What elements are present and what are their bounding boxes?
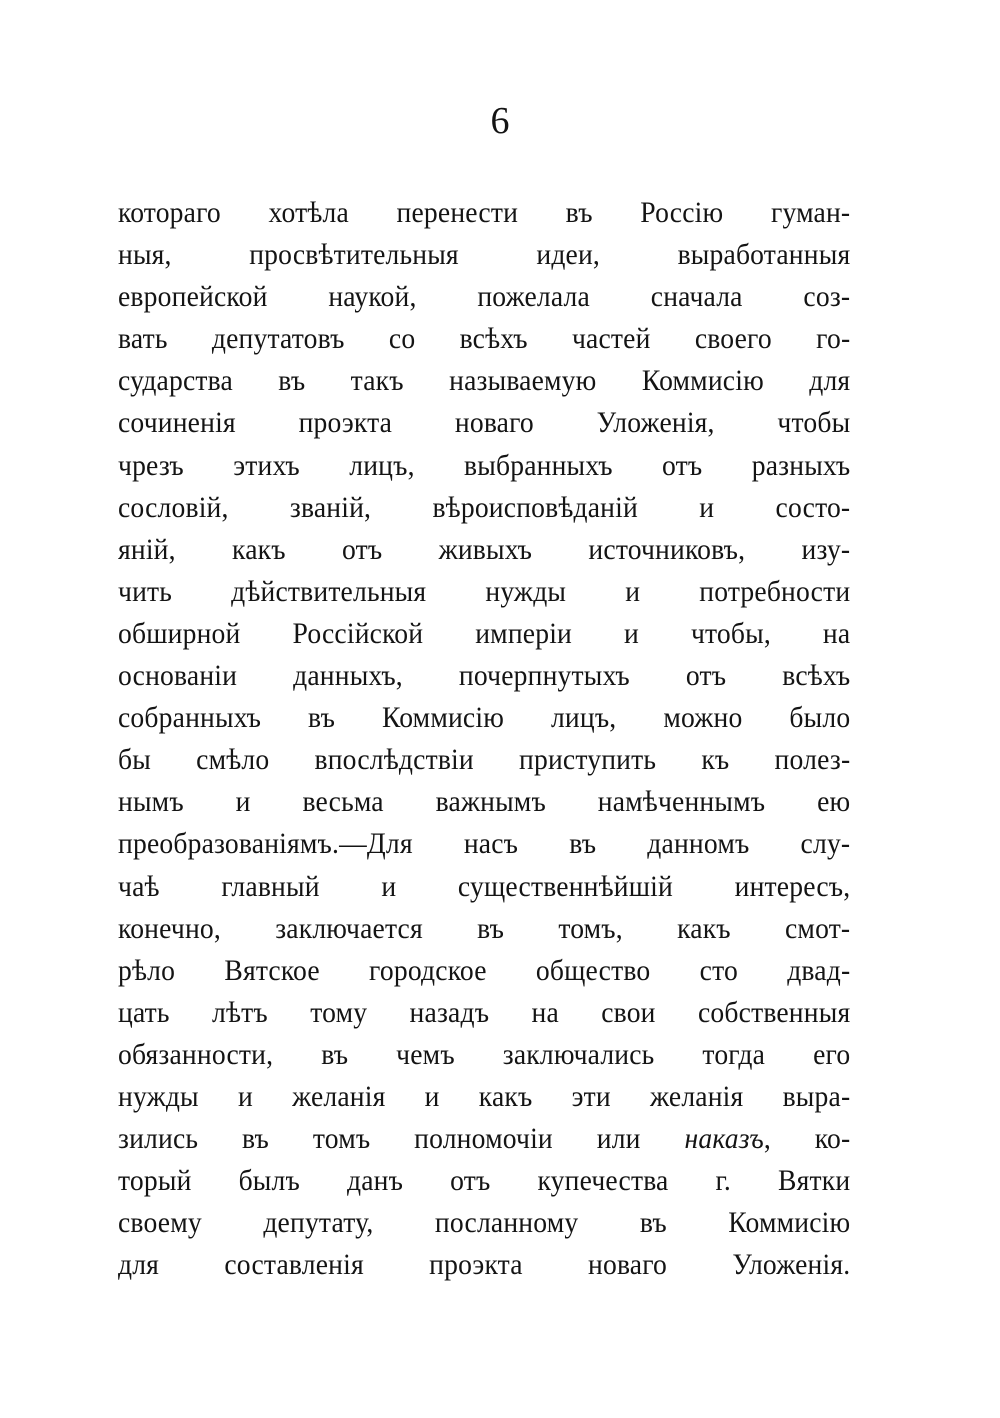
text-line: своему депутату, посланному въ Коммисію <box>118 1206 851 1240</box>
body-text <box>118 192 850 1286</box>
text-line: вать депутатовъ со всѣхъ частей своего го- <box>118 322 851 356</box>
text-line: цать лѣтъ тому назадъ на свои собственныя <box>118 995 851 1029</box>
text-line: основаніи данныхъ, почерпнутыхъ отъ всѣхъ <box>118 659 851 693</box>
text-line: нужды и желанія и какъ эти желанія выра- <box>118 1079 851 1113</box>
text-line: преобразованіямъ.—Для насъ въ данномъ слу- <box>118 827 851 861</box>
page-number: 6 <box>490 100 510 142</box>
text-line: нымъ и весьма важнымъ намѣченнымъ ею <box>118 785 851 819</box>
text-line: бы смѣло впослѣдствіи приступить къ полез- <box>118 743 851 777</box>
text-line: сочиненія проэкта новаго Уложенія, чтобы <box>118 406 851 440</box>
text-line: для составленія проэкта новаго Уложенія. <box>118 1248 851 1282</box>
text-line: торый былъ данъ отъ купечества г. Вятки <box>118 1164 851 1198</box>
text-line: собранныхъ въ Коммисію лицъ, можно было <box>118 701 851 735</box>
text-line: обширной Россійской имперіи и чтобы, на <box>118 616 851 650</box>
text-line: чрезъ этихъ лицъ, выбранныхъ отъ разныхъ <box>118 448 851 482</box>
text-line: чаѣ главный и существеннѣйшій интересъ, <box>118 869 851 903</box>
text-line: конечно, заключается въ томъ, какъ смот- <box>118 911 851 945</box>
text-line: яній, какъ отъ живыхъ источниковъ, изу- <box>118 532 851 566</box>
text-line: обязанности, въ чемъ заключались тогда его <box>118 1037 851 1071</box>
text-line: чить дѣйствительныя нужды и потребности <box>118 574 851 608</box>
text-line: сословій, званій, вѣроисповѣданій и состо- <box>118 490 851 524</box>
text-line: ныя, просвѣтительныя идеи, выработанныя <box>118 238 851 272</box>
text-line-with-italic <box>118 1118 850 1160</box>
text-line: европейской наукой, пожелала сначала соз- <box>118 280 851 314</box>
text-segment: , ко- <box>763 1122 851 1156</box>
italic-term: наказъ <box>684 1122 764 1156</box>
text-line: сударства въ такъ называемую Коммисію для <box>118 364 851 398</box>
text-line: рѣло Вятское городское общество сто двад- <box>118 953 851 987</box>
text-line: котораго хотѣла перенести въ Россію гуман- <box>118 196 851 229</box>
text-segment: зились въ томъ полномочіи или <box>118 1122 641 1156</box>
